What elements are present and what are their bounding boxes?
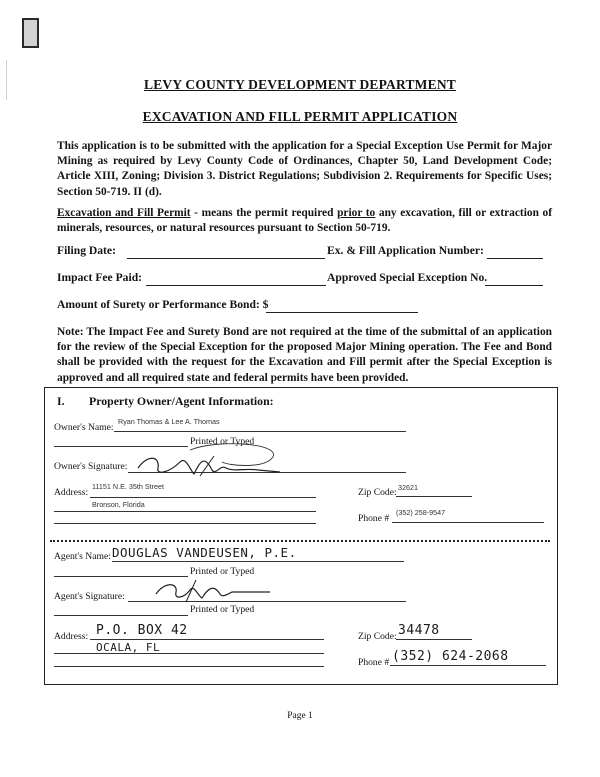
agent-zip-value: 34478 — [398, 623, 440, 638]
agent-signature-image — [150, 576, 280, 606]
agent-address-label: Address: — [54, 631, 89, 642]
note-paragraph: Note: The Impact Fee and Surety Bond are not required at the time of the submittal of an application for the review of the Special Exception for the proposed Major Mining operation. The Fee and Bond shall be provided with the request for the Excavation and Fill permit after the Special Exception is approved and all required state and federal permits have been provided. — [57, 326, 552, 384]
form-title: EXCAVATION AND FILL PERMIT APPLICATION — [142, 109, 458, 124]
agent-address-line1: P.O. BOX 42 — [96, 623, 188, 638]
section-number: I. — [57, 394, 65, 408]
agent-zip-label: Zip Code: — [358, 631, 397, 642]
department-heading: LEVY COUNTY DEVELOPMENT DEPARTMENT — [144, 77, 456, 92]
owner-address-label: Address: — [54, 487, 89, 498]
agent-name-label: Agent's Name: — [54, 551, 111, 562]
owner-phone-label: Phone # — [358, 513, 390, 524]
section-title: Property Owner/Agent Information: — [89, 394, 274, 408]
definition-paragraph — [57, 206, 552, 236]
agent-phone-field[interactable] — [390, 665, 546, 666]
surety-bond-field[interactable] — [266, 312, 418, 313]
definition-emphasis: prior to — [337, 207, 376, 219]
definition-text-after: any excavation, fill or extraction of minerals, resources, or natural resources pursuant to Section 50-719. — [57, 207, 553, 235]
owner-signature-image — [130, 440, 310, 482]
owner-zip-value: 32621 — [398, 483, 418, 492]
owner-address-field[interactable] — [90, 497, 316, 498]
impact-fee-field[interactable] — [146, 285, 326, 286]
intro-paragraph: This application is to be submitted with the application for a Special Exception Use Permit for Major Mining as required by Levy County Code of Ordinances, Chapter 50, Land Development Code; Article XIII, Zoning; Division 3. District Regulations; Subdivision 2. Requirements for Specific Uses; Section 50-719. II (d). — [57, 140, 552, 198]
page-marker-checkbox — [22, 18, 39, 48]
owner-address-line-2 — [54, 511, 316, 512]
owner-phone-value: (352) 258-9547 — [396, 508, 446, 517]
agent-printed-label-2: Printed or Typed — [190, 604, 255, 615]
impact-fee-label: Impact Fee Paid: — [57, 271, 143, 284]
special-exception-label: Approved Special Exception No. — [327, 271, 488, 284]
agent-phone-label: Phone # — [358, 657, 390, 668]
agent-printed-label: Printed or Typed — [190, 566, 255, 577]
page-number: Page 1 — [287, 711, 313, 721]
agent-address-line-2 — [54, 653, 324, 654]
application-number-field[interactable] — [487, 258, 543, 259]
agent-address-field[interactable] — [90, 639, 324, 640]
owner-zip-field[interactable] — [396, 496, 472, 497]
owner-zip-label: Zip Code: — [358, 487, 397, 498]
agent-signature-line2 — [54, 615, 188, 616]
owner-signature-label: Owner's Signature: — [54, 461, 128, 472]
agent-name-value: DOUGLAS VANDEUSEN, P.E. — [112, 545, 297, 560]
owner-address-line1: 11151 N.E. 35th Street — [92, 482, 165, 491]
definition-term: Excavation and Fill Permit — [57, 207, 191, 219]
filing-date-field[interactable] — [127, 258, 325, 259]
application-number-label: Ex. & Fill Application Number: — [327, 244, 484, 257]
owner-printed-label: Printed or Typed — [190, 436, 255, 447]
owner-phone-field[interactable] — [392, 522, 544, 523]
definition-text-before: - means the permit required — [190, 207, 338, 219]
agent-name-field[interactable] — [112, 561, 404, 562]
agent-phone-value: (352) 624-2068 — [392, 649, 509, 664]
agent-signature-label: Agent's Signature: — [54, 591, 125, 602]
surety-bond-label: Amount of Surety or Performance Bond: $ — [57, 298, 269, 311]
owner-address-line-3 — [54, 523, 316, 524]
owner-address-line2: Bronson, Florida — [92, 500, 145, 509]
owner-name-field[interactable] — [114, 431, 406, 432]
special-exception-field[interactable] — [485, 285, 543, 286]
agent-address-line2: OCALA, FL — [96, 641, 161, 654]
agent-zip-field[interactable] — [396, 639, 472, 640]
filing-date-label: Filing Date: — [57, 244, 116, 257]
owner-name-value: Ryan Thomas & Lee A. Thomas — [118, 417, 220, 426]
agent-address-line-3 — [54, 666, 324, 667]
owner-name-label: Owner's Name: — [54, 422, 114, 433]
owner-agent-divider — [50, 540, 550, 542]
